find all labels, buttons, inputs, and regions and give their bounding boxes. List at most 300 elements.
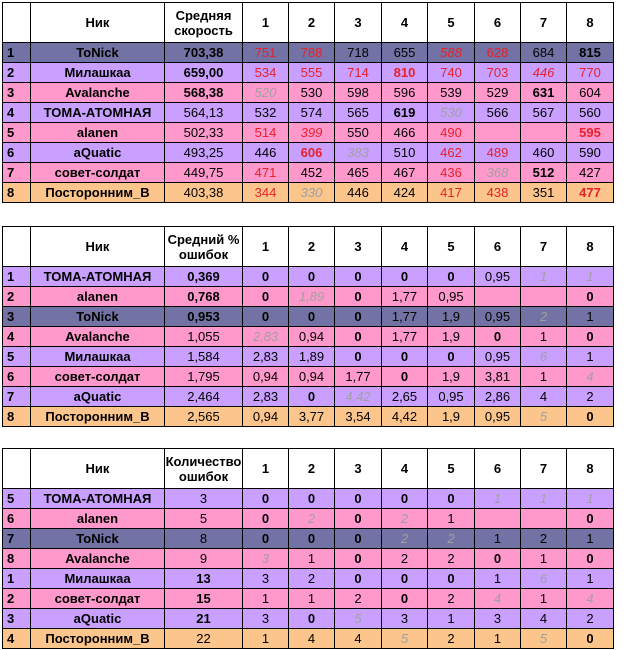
round-value-cell: 0 [382, 589, 428, 609]
round-value-cell: 383 [335, 143, 382, 163]
round-value-cell: 1 [521, 589, 567, 609]
round-value-cell: 0 [243, 287, 289, 307]
round-value-cell: 0 [289, 387, 335, 407]
round-value-cell: 595 [567, 123, 614, 143]
table-row [3, 143, 614, 163]
round-value-cell: 351 [521, 183, 567, 203]
nick-cell: alanen [31, 509, 165, 529]
metric-cell: 9 [165, 549, 243, 569]
rank-cell: 7 [3, 387, 31, 407]
round-value-cell: 1,9 [428, 327, 475, 347]
round-value-cell: 3 [382, 609, 428, 629]
round-value-cell: 2 [567, 387, 614, 407]
round-value-cell: 1 [475, 489, 521, 509]
round-value-cell: 0 [475, 549, 521, 569]
header-round-5: 5 [428, 227, 475, 267]
metric-cell: 449,75 [165, 163, 243, 183]
round-value-cell: 0 [335, 549, 382, 569]
metric-cell: 1,055 [165, 327, 243, 347]
round-value-cell: 1 [428, 509, 475, 529]
round-value-cell: 0 [335, 569, 382, 589]
round-value-cell: 0,94 [243, 367, 289, 387]
round-value-cell: 810 [382, 63, 428, 83]
header-nick: Ник [31, 3, 165, 43]
round-value-cell: 2 [289, 509, 335, 529]
metric-cell: 564,13 [165, 103, 243, 123]
round-value-cell: 0 [428, 569, 475, 589]
round-value-cell: 1 [521, 267, 567, 287]
round-value-cell: 6 [521, 347, 567, 367]
round-value-cell: 5 [521, 407, 567, 427]
metric-cell: 0,369 [165, 267, 243, 287]
metric-cell: 3 [165, 489, 243, 509]
round-value-cell [521, 123, 567, 143]
table-row [3, 43, 614, 63]
round-value-cell: 0 [567, 407, 614, 427]
round-value-cell: 574 [289, 103, 335, 123]
rank-cell: 7 [3, 163, 31, 183]
round-value-cell: 4 [567, 367, 614, 387]
round-value-cell: 0 [382, 489, 428, 509]
round-value-cell: 1 [428, 609, 475, 629]
round-value-cell: 0 [335, 287, 382, 307]
round-value-cell: 2 [382, 549, 428, 569]
table-row [3, 589, 614, 609]
header-round-5: 5 [428, 3, 475, 43]
error-percent-table [2, 226, 614, 427]
round-value-cell: 0 [428, 489, 475, 509]
metric-cell: 13 [165, 569, 243, 589]
round-value-cell: 438 [475, 183, 521, 203]
round-value-cell: 1 [521, 489, 567, 509]
round-value-cell: 788 [289, 43, 335, 63]
metric-cell: 2,464 [165, 387, 243, 407]
nick-cell: совет-солдат [31, 367, 165, 387]
round-value-cell: 530 [289, 83, 335, 103]
round-value-cell: 2 [382, 509, 428, 529]
round-value-cell: 0 [335, 529, 382, 549]
round-value-cell: 2,65 [382, 387, 428, 407]
round-value-cell: 1 [475, 629, 521, 649]
round-value-cell: 1 [475, 569, 521, 589]
round-value-cell: 2 [428, 549, 475, 569]
round-value-cell: 0,95 [428, 287, 475, 307]
round-value-cell: 1 [521, 549, 567, 569]
header-round-6: 6 [475, 227, 521, 267]
metric-cell: 22 [165, 629, 243, 649]
metric-cell: 21 [165, 609, 243, 629]
header-round-1: 1 [243, 3, 289, 43]
round-value-cell [521, 509, 567, 529]
round-value-cell: 1 [567, 347, 614, 367]
round-value-cell: 466 [382, 123, 428, 143]
header-round-3: 3 [335, 3, 382, 43]
round-value-cell: 815 [567, 43, 614, 63]
round-value-cell: 740 [428, 63, 475, 83]
round-value-cell: 0,95 [475, 347, 521, 367]
round-value-cell: 3,54 [335, 407, 382, 427]
nick-cell: Посторонним_В [31, 629, 165, 649]
round-value-cell: 2 [289, 569, 335, 589]
round-value-cell: 0 [382, 267, 428, 287]
round-value-cell: 4 [521, 387, 567, 407]
round-value-cell: 1 [289, 549, 335, 569]
header-round-4: 4 [382, 227, 428, 267]
round-value-cell: 446 [335, 183, 382, 203]
round-value-cell: 417 [428, 183, 475, 203]
rank-cell: 8 [3, 549, 31, 569]
rank-cell: 4 [3, 327, 31, 347]
round-value-cell: 0 [382, 569, 428, 589]
nick-cell: ТОМА-АТОМНАЯ [31, 489, 165, 509]
round-value-cell: 489 [475, 143, 521, 163]
rank-cell: 3 [3, 307, 31, 327]
header-round-1: 1 [243, 449, 289, 489]
round-value-cell: 4 [567, 589, 614, 609]
round-value-cell: 1 [243, 629, 289, 649]
nick-cell: Милашкаа [31, 347, 165, 367]
metric-cell: 1,795 [165, 367, 243, 387]
round-value-cell: 460 [521, 143, 567, 163]
round-value-cell: 0 [243, 529, 289, 549]
round-value-cell: 684 [521, 43, 567, 63]
round-value-cell: 0,94 [289, 367, 335, 387]
header-round-6: 6 [475, 449, 521, 489]
round-value-cell: 477 [567, 183, 614, 203]
header-round-5: 5 [428, 449, 475, 489]
nick-cell: совет-солдат [31, 163, 165, 183]
header-round-4: 4 [382, 3, 428, 43]
round-value-cell: 0 [335, 347, 382, 367]
header-blank-cell [3, 3, 31, 43]
round-value-cell: 4 [289, 629, 335, 649]
round-value-cell: 0 [567, 509, 614, 529]
round-value-cell: 0,94 [289, 327, 335, 347]
round-value-cell: 512 [521, 163, 567, 183]
round-value-cell: 0 [335, 327, 382, 347]
rank-cell: 7 [3, 529, 31, 549]
nick-cell: aQuatic [31, 609, 165, 629]
table-row [3, 327, 614, 347]
round-value-cell: 1,77 [382, 287, 428, 307]
round-value-cell: 3,81 [475, 367, 521, 387]
round-value-cell: 590 [567, 143, 614, 163]
rank-cell: 6 [3, 143, 31, 163]
round-value-cell [475, 123, 521, 143]
round-value-cell: 655 [382, 43, 428, 63]
round-value-cell: 0,94 [243, 407, 289, 427]
rank-cell: 5 [3, 123, 31, 143]
round-value-cell: 446 [521, 63, 567, 83]
header-nick: Ник [31, 227, 165, 267]
round-value-cell: 1 [521, 367, 567, 387]
speed-table [2, 2, 614, 203]
round-value-cell: 0 [243, 267, 289, 287]
header-row [3, 227, 614, 267]
round-value-cell: 3 [475, 609, 521, 629]
table-row [3, 123, 614, 143]
round-value-cell: 4,42 [335, 387, 382, 407]
round-value-cell: 514 [243, 123, 289, 143]
round-value-cell: 1 [567, 529, 614, 549]
round-value-cell: 2 [428, 589, 475, 609]
nick-cell: ToNick [31, 43, 165, 63]
round-value-cell: 714 [335, 63, 382, 83]
round-value-cell: 619 [382, 103, 428, 123]
round-value-cell: 368 [475, 163, 521, 183]
round-value-cell: 471 [243, 163, 289, 183]
round-value-cell: 436 [428, 163, 475, 183]
rank-cell: 4 [3, 103, 31, 123]
metric-cell: 1,584 [165, 347, 243, 367]
nick-cell: alanen [31, 287, 165, 307]
round-value-cell: 427 [567, 163, 614, 183]
header-round-7: 7 [521, 3, 567, 43]
round-value-cell: 2 [567, 609, 614, 629]
round-value-cell: 3 [243, 549, 289, 569]
round-value-cell: 0,95 [428, 387, 475, 407]
table-row [3, 629, 614, 649]
header-blank-cell [3, 227, 31, 267]
round-value-cell: 588 [428, 43, 475, 63]
table-row [3, 509, 614, 529]
table-row [3, 387, 614, 407]
round-value-cell: 532 [243, 103, 289, 123]
rank-cell: 2 [3, 589, 31, 609]
round-value-cell: 0 [289, 267, 335, 287]
metric-cell: 502,33 [165, 123, 243, 143]
header-row [3, 3, 614, 43]
round-value-cell: 5 [521, 629, 567, 649]
nick-cell: aQuatic [31, 387, 165, 407]
header-round-7: 7 [521, 449, 567, 489]
round-value-cell: 0 [335, 489, 382, 509]
round-value-cell: 5 [382, 629, 428, 649]
rank-cell: 6 [3, 509, 31, 529]
round-value-cell: 0 [335, 307, 382, 327]
round-value-cell: 770 [567, 63, 614, 83]
nick-cell: ТОМА-АТОМНАЯ [31, 103, 165, 123]
header-round-8: 8 [567, 449, 614, 489]
round-value-cell: 0 [289, 307, 335, 327]
table-row [3, 407, 614, 427]
nick-cell: совет-солдат [31, 589, 165, 609]
round-value-cell: 3 [243, 609, 289, 629]
round-value-cell: 0 [335, 509, 382, 529]
metric-cell: 0,953 [165, 307, 243, 327]
round-value-cell: 2 [521, 307, 567, 327]
round-value-cell: 566 [475, 103, 521, 123]
metric-cell: 2,565 [165, 407, 243, 427]
round-value-cell: 530 [428, 103, 475, 123]
header-metric: Средняя скорость [165, 3, 243, 43]
round-value-cell: 2 [428, 629, 475, 649]
rank-cell: 2 [3, 287, 31, 307]
round-value-cell: 0 [243, 509, 289, 529]
table-row [3, 549, 614, 569]
table-row [3, 287, 614, 307]
nick-cell: alanen [31, 123, 165, 143]
metric-cell: 5 [165, 509, 243, 529]
header-round-3: 3 [335, 449, 382, 489]
nick-cell: Avalanche [31, 83, 165, 103]
round-value-cell: 0 [382, 347, 428, 367]
header-round-7: 7 [521, 227, 567, 267]
header-blank-cell [3, 449, 31, 489]
round-value-cell: 0 [335, 267, 382, 287]
round-value-cell: 529 [475, 83, 521, 103]
round-value-cell: 6 [521, 569, 567, 589]
table-row [3, 63, 614, 83]
rank-cell: 1 [3, 267, 31, 287]
round-value-cell: 1 [521, 327, 567, 347]
nick-cell: Avalanche [31, 549, 165, 569]
round-value-cell: 4,42 [382, 407, 428, 427]
round-value-cell: 1,9 [428, 367, 475, 387]
header-metric: Количество ошибок [165, 449, 243, 489]
table-row [3, 569, 614, 589]
round-value-cell: 399 [289, 123, 335, 143]
round-value-cell: 631 [521, 83, 567, 103]
nick-cell: aQuatic [31, 143, 165, 163]
table-row [3, 103, 614, 123]
round-value-cell: 534 [243, 63, 289, 83]
round-value-cell: 3,77 [289, 407, 335, 427]
round-value-cell: 330 [289, 183, 335, 203]
round-value-cell: 1 [475, 529, 521, 549]
metric-cell: 703,38 [165, 43, 243, 63]
round-value-cell: 4 [335, 629, 382, 649]
header-round-2: 2 [289, 3, 335, 43]
metric-cell: 659,00 [165, 63, 243, 83]
round-value-cell: 1,9 [428, 407, 475, 427]
round-value-cell: 1 [243, 589, 289, 609]
rank-cell: 8 [3, 407, 31, 427]
table-row [3, 489, 614, 509]
nick-cell: Посторонним_В [31, 407, 165, 427]
table-row [3, 609, 614, 629]
rank-cell: 5 [3, 347, 31, 367]
round-value-cell: 2,83 [243, 347, 289, 367]
error-count-table [2, 448, 614, 649]
table-row [3, 183, 614, 203]
round-value-cell [475, 509, 521, 529]
round-value-cell: 344 [243, 183, 289, 203]
round-value-cell: 4 [475, 589, 521, 609]
round-value-cell: 0 [567, 287, 614, 307]
round-value-cell: 0,95 [475, 267, 521, 287]
round-value-cell: 0 [289, 489, 335, 509]
round-value-cell: 1 [567, 569, 614, 589]
header-round-3: 3 [335, 227, 382, 267]
rank-cell: 1 [3, 569, 31, 589]
round-value-cell: 598 [335, 83, 382, 103]
round-value-cell: 1,89 [289, 287, 335, 307]
round-value-cell: 0 [243, 489, 289, 509]
round-value-cell: 1 [567, 307, 614, 327]
round-value-cell: 0 [475, 327, 521, 347]
rank-cell: 6 [3, 367, 31, 387]
round-value-cell: 2 [382, 529, 428, 549]
round-value-cell [475, 287, 521, 307]
round-value-cell: 2 [335, 589, 382, 609]
round-value-cell: 462 [428, 143, 475, 163]
table-row [3, 307, 614, 327]
round-value-cell: 510 [382, 143, 428, 163]
round-value-cell: 0 [567, 327, 614, 347]
round-value-cell: 565 [335, 103, 382, 123]
table-row [3, 83, 614, 103]
rank-cell: 1 [3, 43, 31, 63]
header-nick: Ник [31, 449, 165, 489]
rank-cell: 4 [3, 629, 31, 649]
round-value-cell: 0 [428, 267, 475, 287]
nick-cell: Милашкаа [31, 63, 165, 83]
metric-cell: 403,38 [165, 183, 243, 203]
round-value-cell: 0 [289, 609, 335, 629]
round-value-cell: 2,83 [243, 387, 289, 407]
round-value-cell: 520 [243, 83, 289, 103]
round-value-cell: 596 [382, 83, 428, 103]
header-round-4: 4 [382, 449, 428, 489]
table-row [3, 267, 614, 287]
round-value-cell: 1 [567, 489, 614, 509]
metric-cell: 493,25 [165, 143, 243, 163]
header-round-1: 1 [243, 227, 289, 267]
round-value-cell: 606 [289, 143, 335, 163]
round-value-cell: 446 [243, 143, 289, 163]
header-row [3, 449, 614, 489]
round-value-cell: 567 [521, 103, 567, 123]
rank-cell: 2 [3, 63, 31, 83]
round-value-cell: 604 [567, 83, 614, 103]
metric-cell: 568,38 [165, 83, 243, 103]
round-value-cell: 4 [521, 609, 567, 629]
round-value-cell: 465 [335, 163, 382, 183]
round-value-cell: 0 [567, 629, 614, 649]
round-value-cell: 490 [428, 123, 475, 143]
round-value-cell: 0 [428, 347, 475, 367]
header-round-2: 2 [289, 449, 335, 489]
round-value-cell: 424 [382, 183, 428, 203]
round-value-cell: 452 [289, 163, 335, 183]
round-value-cell: 560 [567, 103, 614, 123]
round-value-cell: 5 [335, 609, 382, 629]
nick-cell: Avalanche [31, 327, 165, 347]
round-value-cell: 0 [243, 307, 289, 327]
round-value-cell: 555 [289, 63, 335, 83]
round-value-cell: 0 [289, 529, 335, 549]
table-row [3, 529, 614, 549]
table-row [3, 347, 614, 367]
round-value-cell: 3 [243, 569, 289, 589]
round-value-cell: 0,95 [475, 407, 521, 427]
header-metric: Средний % ошибок [165, 227, 243, 267]
round-value-cell: 2,86 [475, 387, 521, 407]
round-value-cell: 1 [289, 589, 335, 609]
table-row [3, 367, 614, 387]
metric-cell: 8 [165, 529, 243, 549]
rank-cell: 3 [3, 609, 31, 629]
nick-cell: ToNick [31, 529, 165, 549]
nick-cell: ToNick [31, 307, 165, 327]
round-value-cell [521, 287, 567, 307]
table-row [3, 163, 614, 183]
round-value-cell: 2 [428, 529, 475, 549]
metric-cell: 15 [165, 589, 243, 609]
header-round-8: 8 [567, 227, 614, 267]
round-value-cell: 0 [382, 367, 428, 387]
